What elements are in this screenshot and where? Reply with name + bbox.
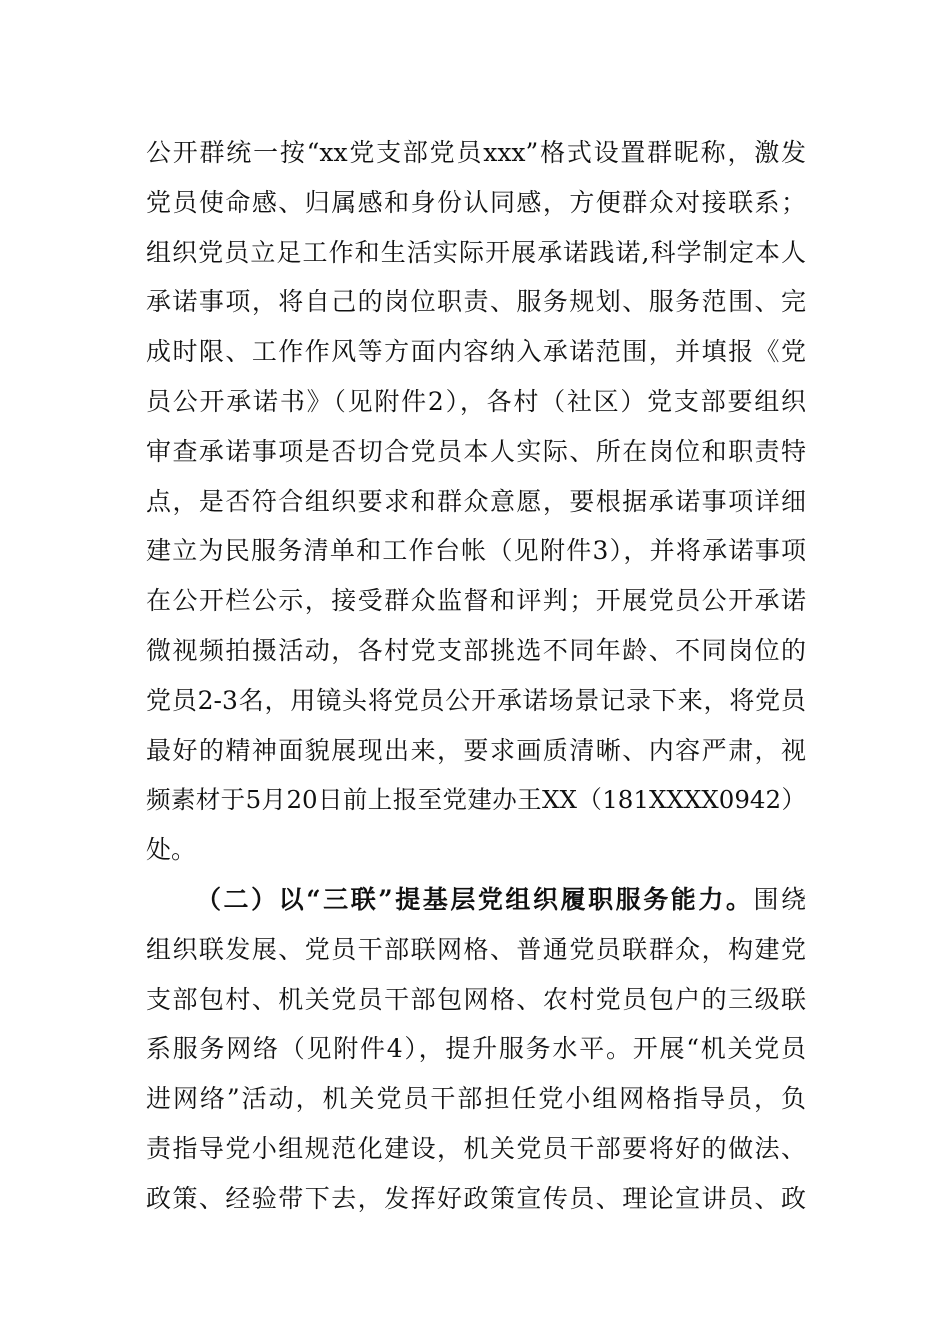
section-heading: （二）以“三联”提基层党组织履职服务能力。 — [196, 884, 754, 914]
paragraph-1-line-10: 在公开栏公示，接受群众监督和评判；开展党员公开承诺 — [146, 586, 806, 616]
paragraph-2-line-2: 组织联发展、党员干部联网格、普通党员联群众，构建党 — [146, 934, 806, 964]
document-body — [146, 128, 806, 1224]
paragraph-1-line-3: 组织党员立足工作和生活实际开展承诺践诺,科学制定本人 — [146, 237, 806, 267]
paragraph-1-line-5: 成时限、工作作风等方面内容纳入承诺范围，并填报《党 — [146, 337, 806, 367]
paragraph-1-line-6: 员公开承诺书》（见附件2），各村（社区）党支部要组织 — [146, 386, 806, 416]
paragraph-2-line-3: 支部包村、机关党员干部包网格、农村党员包户的三级联 — [146, 984, 806, 1014]
paragraph-2-line-6: 责指导党小组规范化建设，机关党员干部要将好的做法、 — [146, 1133, 806, 1163]
paragraph-1-line-1: 公开群统一按“xx党支部党员xxx”格式设置群昵称，激发 — [146, 138, 806, 167]
paragraph-1-line-13: 最好的精神面貌展现出来，要求画质清晰、内容严肃，视 — [146, 735, 806, 765]
paragraph-2-line-4: 系服务网络（见附件4），提升服务水平。开展“机关党员 — [146, 1034, 806, 1064]
paragraph-2-line-5: 进网络”活动，机关党员干部担任党小组网格指导员，负 — [146, 1084, 806, 1114]
paragraph-1-line-7: 审查承诺事项是否切合党员本人实际、所在岗位和职责特 — [146, 436, 806, 466]
paragraph-2-first-line — [146, 875, 806, 925]
paragraph-1-line-8: 点，是否符合组织要求和群众意愿，要根据承诺事项详细 — [146, 486, 806, 516]
paragraph-1-line-12: 党员2-3名，用镜头将党员公开承诺场景记录下来，将党员 — [146, 685, 806, 715]
paragraph-1-line-2: 党员使命感、归属感和身份认同感，方便群众对接联系； — [146, 187, 806, 217]
paragraph-1-line-11: 微视频拍摄活动，各村党支部挑选不同年龄、不同岗位的 — [146, 635, 806, 665]
paragraph-2-line-7: 政策、经验带下去，发挥好政策宣传员、理论宣讲员、政 — [146, 1183, 806, 1213]
paragraph-1-line-9: 建立为民服务清单和工作台帐（见附件3），并将承诺事项 — [146, 536, 806, 566]
paragraph-2-first-line-text: 围绕 — [753, 884, 806, 914]
paragraph-1-line-15: 处。 — [146, 835, 197, 865]
paragraph-1-line-4: 承诺事项，将自己的岗位职责、服务规划、服务范围、完 — [146, 287, 806, 317]
paragraph-1-line-14: 频素材于5月20日前上报至党建办王XX（181XXXX0942） — [146, 785, 806, 815]
